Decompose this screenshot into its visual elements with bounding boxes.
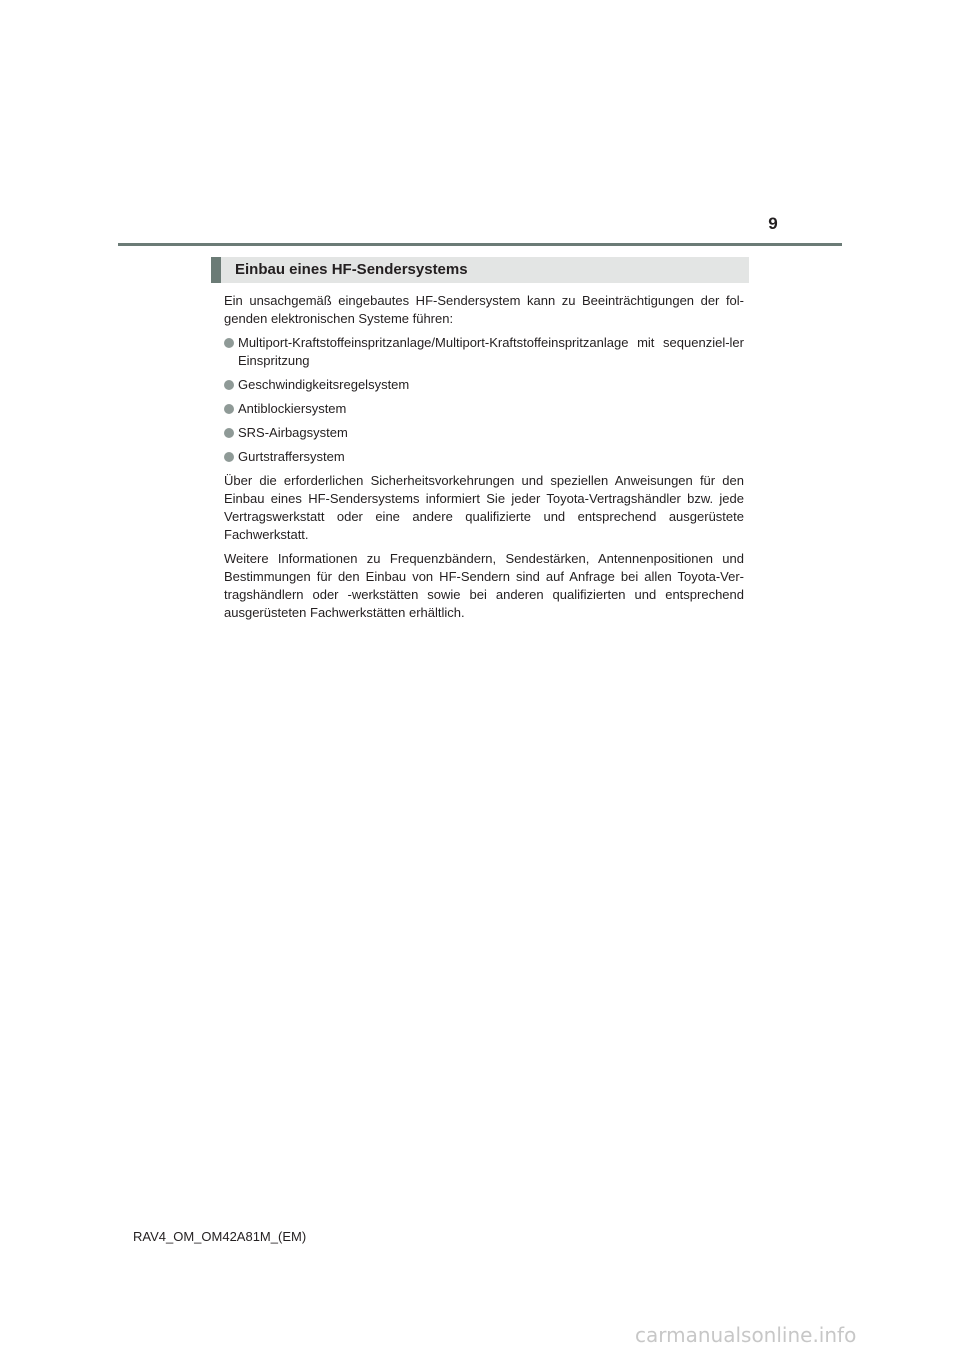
page-number: 9 bbox=[768, 214, 778, 233]
section-content bbox=[224, 292, 744, 628]
list-item bbox=[224, 400, 744, 418]
list-item bbox=[224, 376, 744, 394]
circle-bullet-icon bbox=[224, 338, 234, 348]
list-item bbox=[224, 424, 744, 442]
header-rule bbox=[118, 243, 842, 246]
list-item-text: Multiport-Kraftstoffeinspritzanlage/Multiport-Kraftstoffeinspritzanlage mit sequenziel-ler Einspritzung bbox=[238, 335, 744, 368]
circle-bullet-icon bbox=[224, 428, 234, 438]
list-item-text: Antiblockiersystem bbox=[238, 401, 347, 416]
watermark: carmanualsonline.info bbox=[635, 1323, 857, 1347]
frequency-info-paragraph: Weitere Informationen zu Frequenzbändern, Sendestärken, Antennenpositionen und Bestimmungen für den Einbau von HF-Sendern sind auf Anfrage bei allen Toyota-Ver-tragshändlern oder -werkstätten sowie bei anderen qualifizierten und entsprechend ausgerüsteten Fachwerkstätten erhältlich. bbox=[224, 551, 744, 620]
intro-paragraph: Ein unsachgemäß eingebautes HF-Sendersystem kann zu Beeinträchtigungen der fol-genden elektronischen Systeme führen: bbox=[224, 293, 744, 326]
dealer-info-paragraph: Über die erforderlichen Sicherheitsvorkehrungen und speziellen Anweisungen für den Einbau eines HF-Sendersystems informiert Sie jeder Toyota-Vertragshändler bzw. jede Vertragswerkstatt oder eine andere qualifizierte und entsprechend ausgerüstete Fachwerkstatt. bbox=[224, 473, 744, 542]
system-list bbox=[224, 334, 744, 466]
section-title: Einbau eines HF-Sendersystems bbox=[235, 261, 468, 278]
circle-bullet-icon bbox=[224, 452, 234, 462]
circle-bullet-icon bbox=[224, 380, 234, 390]
list-item bbox=[224, 334, 744, 370]
section-heading bbox=[211, 257, 749, 283]
circle-bullet-icon bbox=[224, 404, 234, 414]
list-item-text: Geschwindigkeitsregelsystem bbox=[238, 377, 410, 392]
list-item-text: Gurtstraffersystem bbox=[238, 449, 345, 464]
list-item-text: SRS-Airbagsystem bbox=[238, 425, 348, 440]
list-item bbox=[224, 448, 744, 466]
document-code: RAV4_OM_OM42A81M_(EM) bbox=[133, 1229, 307, 1244]
